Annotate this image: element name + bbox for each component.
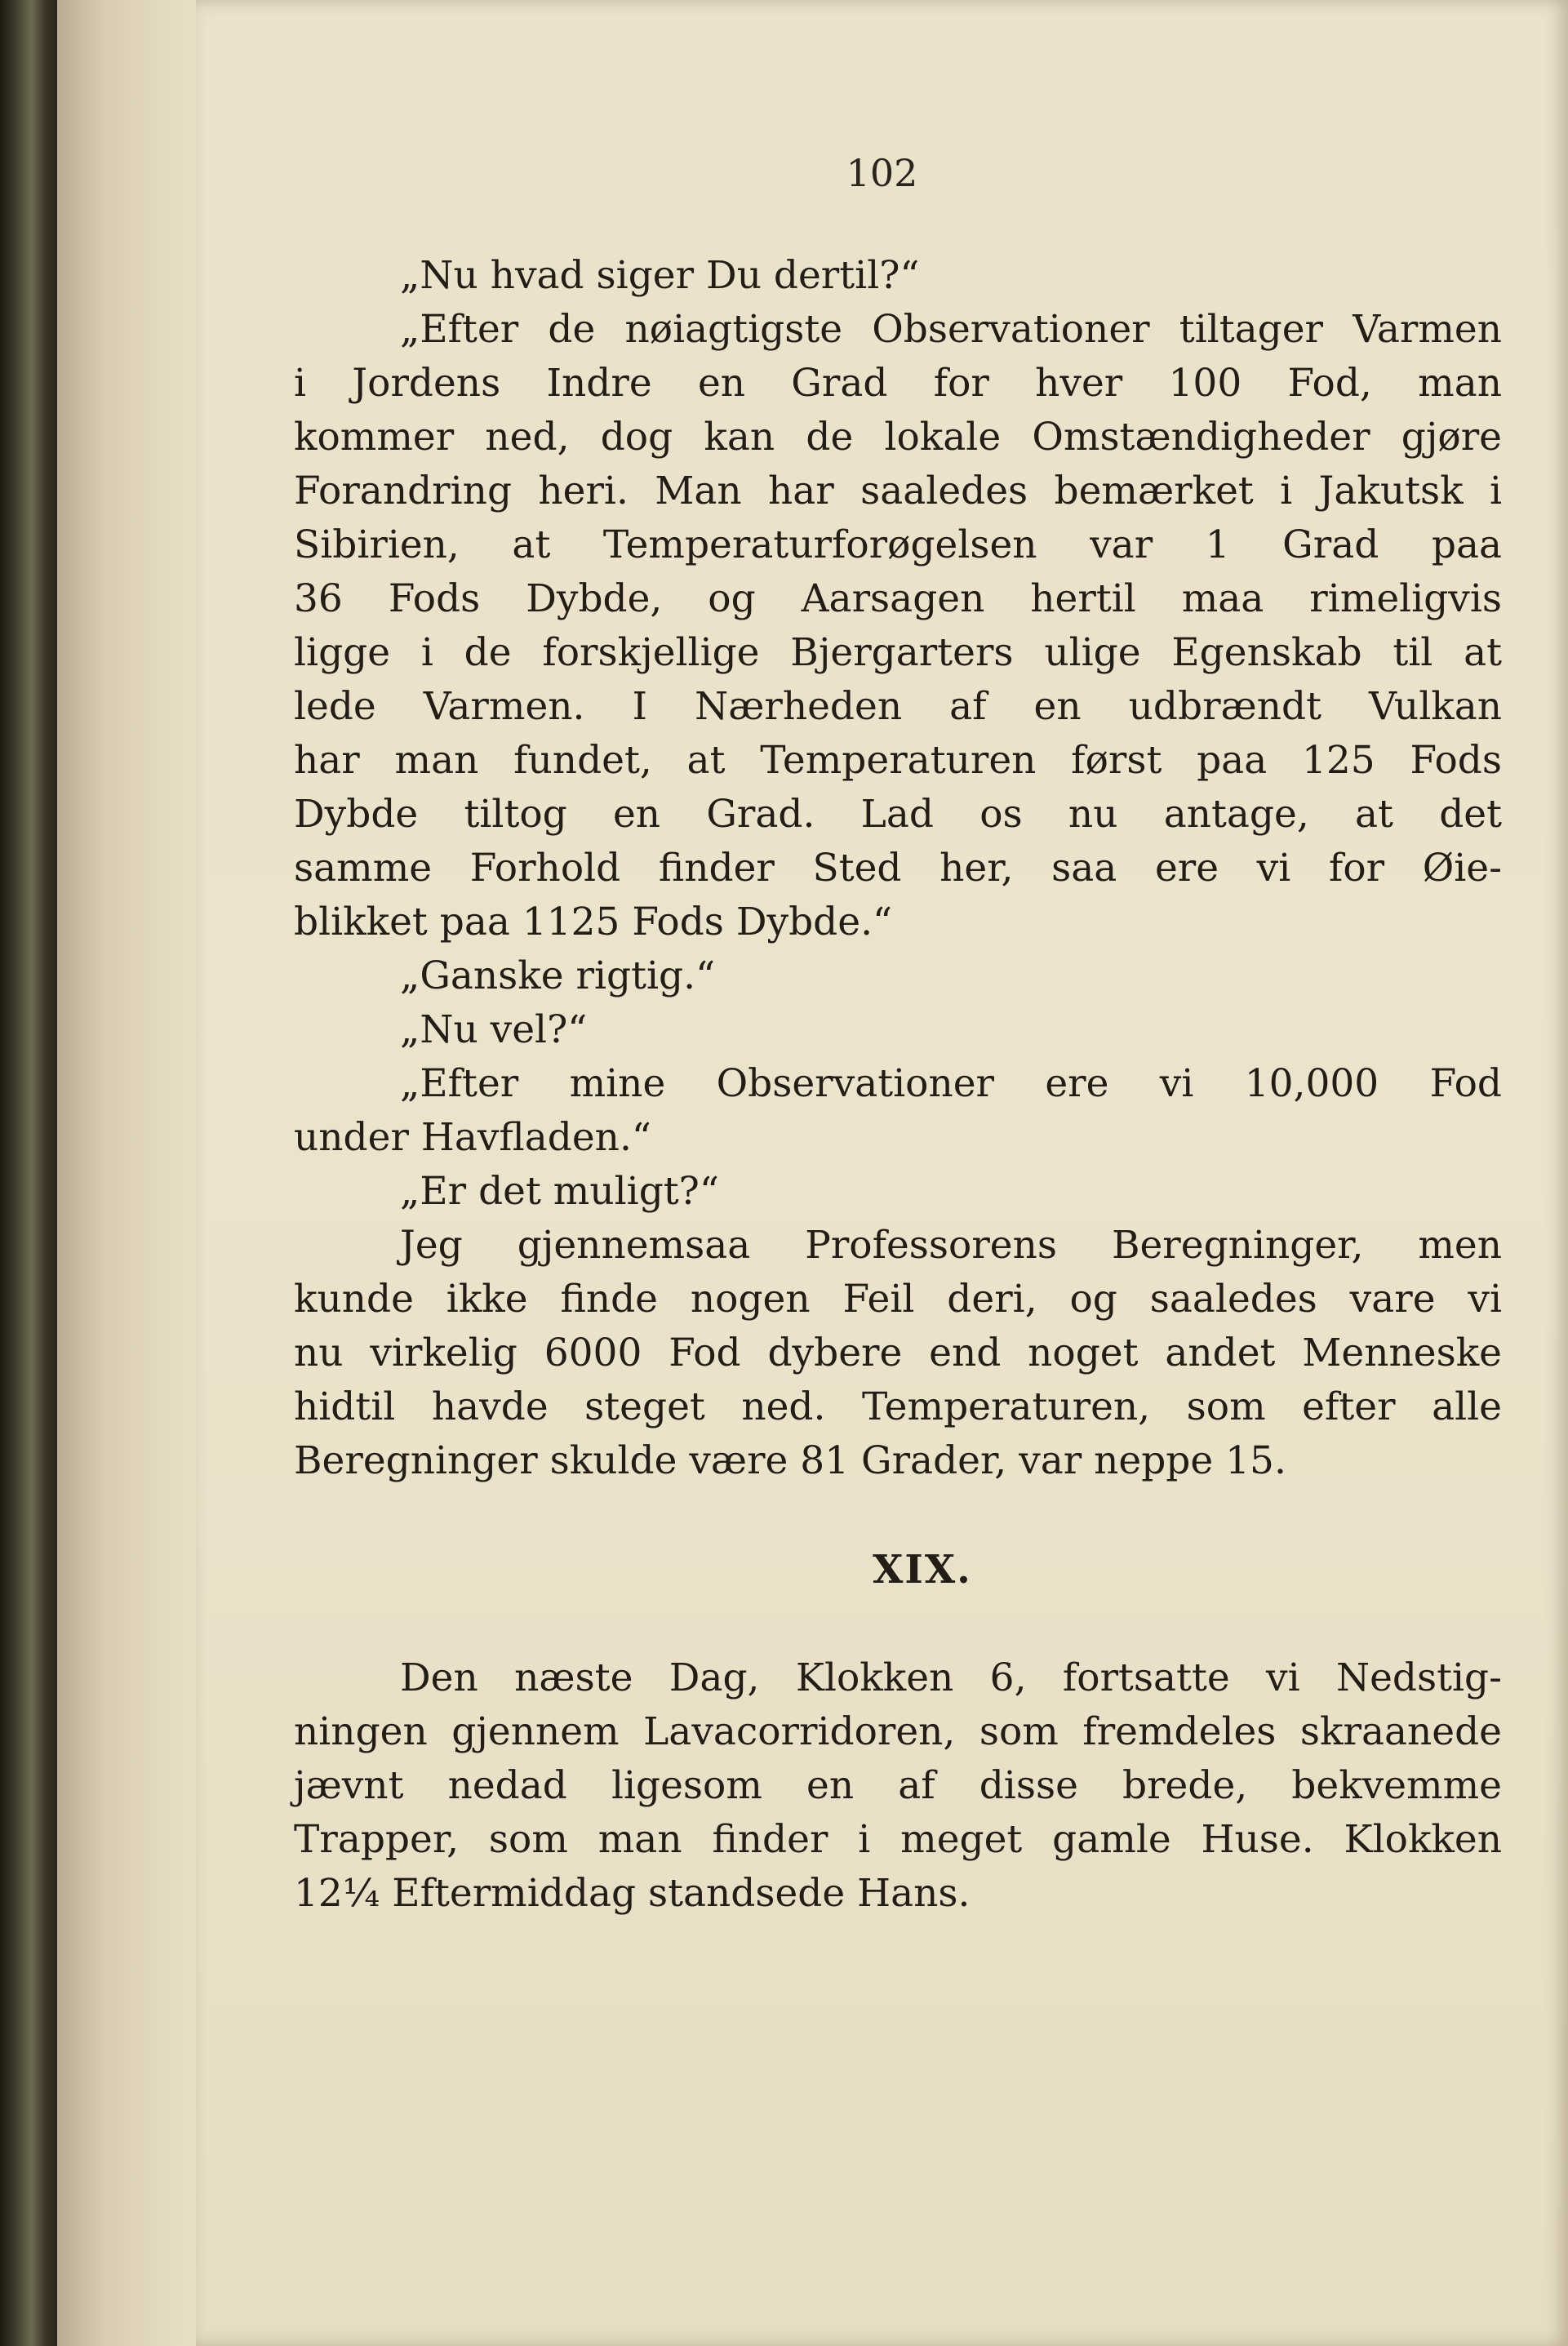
text-line: under Havfladen.“ [294, 1115, 651, 1160]
page-number: 102 [846, 151, 918, 195]
text-line: „Nu hvad siger Du dertil?“ [400, 253, 920, 298]
text-line: 36 Fods Dybde, og Aarsagen hertil maa rimeligvis [294, 576, 1502, 621]
text-line: „Nu vel?“ [400, 1007, 588, 1052]
text-line: „Efter de nøiagtigste Observationer tiltager Varmen [400, 307, 1502, 352]
text-line: 12¼ Eftermiddag standsede Hans. [294, 1871, 971, 1916]
text-line: blikket paa 1125 Fods Dybde.“ [294, 900, 893, 944]
body-text [294, 249, 1502, 1921]
text-line: hidtil havde steget ned. Temperaturen, som efter alle [294, 1384, 1502, 1429]
text-line: kunde ikke finde nogen Feil deri, og saaledes vare vi [294, 1277, 1502, 1322]
text-line: Den næste Dag, Klokken 6, fortsatte vi Nedstig- [400, 1655, 1502, 1700]
text-line: nu virkelig 6000 Fod dybere end noget andet Menneske [294, 1331, 1502, 1375]
text-line: i Jordens Indre en Grad for hver 100 Fod, man [294, 361, 1502, 406]
text-line: har man fundet, at Temperaturen først paa 125 Fods [294, 738, 1502, 783]
text-line: jævnt nedad ligesom en af disse brede, bekvemme [294, 1763, 1502, 1808]
text-line: Beregninger skulde være 81 Grader, var neppe 15. [294, 1438, 1286, 1483]
text-line: lede Varmen. I Nærheden af en udbrændt Vulkan [294, 684, 1502, 729]
text-line: Dybde tiltog en Grad. Lad os nu antage, at det [294, 792, 1502, 837]
text-line: „Efter mine Observationer ere vi 10,000 Fod [400, 1061, 1502, 1106]
text-line: kommer ned, dog kan de lokale Omstændigheder gjøre [294, 415, 1502, 460]
text-line: „Er det muligt?“ [400, 1169, 719, 1214]
text-line: Jeg gjennemsaa Professorens Beregninger, men [400, 1223, 1502, 1268]
text-line: Sibirien, at Temperaturforøgelsen var 1 Grad paa [294, 522, 1502, 567]
text-line: ligge i de forskjellige Bjergarters ulige Egenskab til at [294, 630, 1502, 675]
chapter-heading: XIX. [873, 1547, 972, 1593]
text-line: „Ganske rigtig.“ [400, 953, 716, 998]
book-spine [0, 0, 57, 2346]
text-line: Trapper, som man finder i meget gamle Huse. Klokken [294, 1817, 1502, 1862]
text-line: Forandring heri. Man har saaledes bemærket i Jakutsk i [294, 469, 1502, 513]
text-line: samme Forhold finder Sted her, saa ere vi for Øie- [294, 846, 1502, 891]
text-line: ningen gjennem Lavacorridoren, som fremdeles skraanede [294, 1709, 1502, 1754]
